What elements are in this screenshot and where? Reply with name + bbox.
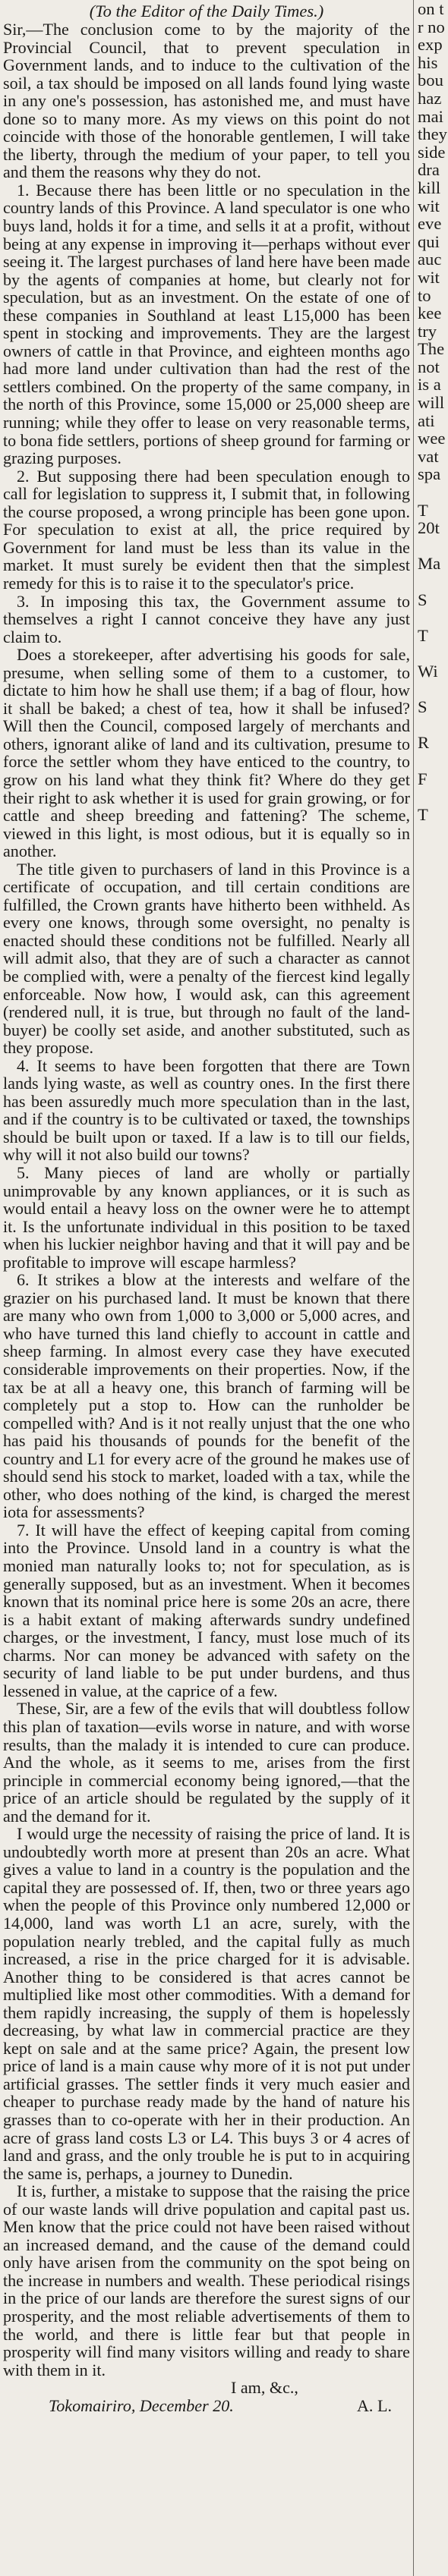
letter-paragraph-5: 5. Many pieces of land are wholly or partially unimprovable by any known appliances, or it is such as would entail a heavy loss on the owner were he to attempt it. Is the unfortunate individual in this position to be taxed when his luckier neighbor having and that it will pay and be profitable to improve will escape harmless? [3,1163,410,1272]
letter-column [3,0,410,2576]
fragment-line [418,681,448,699]
fragment-line: they [418,124,447,144]
fragment-line: dra [418,160,440,180]
fragment-line: haz [418,88,442,108]
fragment-line: T [418,625,428,645]
fragment-line [418,788,448,806]
letter-paragraph-7: 7. It will have the effect of keeping capital from coming into the Province. Unsold land in a country is what the monied man naturally looks to; not for speculation, as is generally supposed, but as an investment. When it becomes known that its nominal price here is some 20s an acre, there is a habit extant of making afterwards sundry undefined charges, or the investment, I fancy, must lose much of its charms. Nor can money be advanced with safety on the security of land liable to be put under burdens, and thus lessened in value, at the caprice of a few. [3,1520,410,1700]
letter-paragraph-6: 6. It strikes a blow at the interests and welfare of the grazier on his purchased land. It must be known that there are many who own from 1,000 to 3,000 or 5,000 acres, and who have turned this land chiefly to account in cattle and sheep farming. In almost every case they have executed considerable improvements on their properties. Now, if the tax be at all a heavy one, this branch of farming will be completely put a stop to. How can the runholder be compelled with? And is it not really unjust that the one who has paid his thousands of pounds for the benefit of the country and L1 for every acre of the ground he makes use of should send his stock to market, loaded with a tax, while the other, who does nothing of the kind, is charged the merest iota for assessments? [3,1270,410,1522]
fragment-line: will [418,393,445,413]
fragment-line: Ma [418,554,441,574]
fragment-line: his [418,52,438,72]
fragment-line [418,609,448,627]
fragment-line: wit [418,267,440,287]
fragment-line: is a [418,375,441,395]
fragment-line [418,483,448,502]
fragment-line: on t [418,0,444,18]
fragment-line: ati [418,410,435,430]
fragment-line: 20t [418,518,440,538]
letter-paragraph-2: 2. But supposing there had been speculation enough to call for legislation to suppress it, I submit that, in following the course proposed, a wrong principle has been gone upon. For speculation to exist at all, the price required by Government for land must be less than its value in the market. It must surely be evident then that the simplest remedy for this is to raise it to the speculator's price. [3,466,410,593]
fragment-line: bou [418,71,443,90]
letter-closing: I am, &c., [231,2378,298,2398]
letter-dateline: Tokomairiro, December 20. [49,2395,234,2415]
letter-heading: (To the Editor of the Daily Times.) [89,2,324,20]
fragment-line: not [418,357,440,376]
fragment-line: exp [418,35,443,55]
letter-body [3,20,410,2397]
letter-paragraph-intro: Sir,—The conclusion come to by the majority of the Provincial Council, that to prevent speculation in Government lands, and to induce to the cultivation of the soil, a tax should be imposed on all lands found lying waste in any one's possession, has astonished me, and must have done so to many more. As my views on this point do not coincide with those of the honorable gentlemen, I will take the liberty, through the medium of your paper, to tell you and them the reasons why they do not. [3,20,410,182]
fragment-line: wee [418,429,446,448]
fragment-line: qui [418,231,440,251]
fragment-line: R [418,733,430,753]
letter-paragraph-price: I would urge the necessity of raising the price of land. It is undoubtedly worth more at present than 20s an acre. What gives a value to land in a country is the population and the capital they are possessed of. If, then, two or three years ago when the people of this Province only numbered 12,000 or 14,000, land was worth L1 an acre, surely, with the population nearly trebled, and the capital fully as much increased, a rise in the price charged for it is advisable. Another thing to be considered is that acres cannot be multiplied like most other commodities. With a demand for them rapidly increasing, the supply of them is hopelessly decreasing, by what law in commercial practice are they kept on sale and at the same price? Again, the present low price of land is a main cause why more of it is not put under artificial grasses. The settler finds it very much easier and cheaper to purchase ready made by the hand of nature his grasses than to co-operate with her in their production. An acre of grass land costs L3 or L4. This buys 3 or 4 acres of land and grass, and the only trouble he is put to in acquiring the same is, perhaps, a journey to Dunedin. [3,1824,410,2183]
fragment-line: kill [418,178,441,197]
fragment-line: Wi [418,661,438,681]
letter-paragraph-evils: These, Sir, are a few of the evils that will doubtless follow this plan of taxation—evils worse in nature, and with worse results, than the malady it is intended to cure can produce. And the whole, as it seems to me, arises from the first principle in commercial economy being ignored,—that the price of an article should be regulated by the supply of it and the demand for it. [3,1699,410,1826]
fragment-line: mai [418,106,443,126]
adjacent-column-fragments [418,0,448,2576]
letter-paragraph-1: 1. Because there has been little or no speculation in the country lands of this Province. A land speculator is one who buys land, holds it for a time, and sells it at a profit, without being at any expense in improving it—perhaps without ever seeing it. The largest purchases of land here have been made by the agents of companies at home, but clearly not for speculation, but as an investment. On the estate of one of these companies in Southland at least L15,000 has been spent in stocking and improvements. They are the largest owners of cattle in that Province, and eighteen months ago had more land under cultivation than had the rest of the settlers combined. On the property of the same company, in the north of this Province, some 15,000 or 25,000 sheep are running; while they offer to lease on very reasonable terms, to bona fide settlers, portions of sheep ground for farming or grazing purposes. [3,180,410,468]
fragment-line: S [418,697,427,717]
fragment-line: spa [418,464,441,484]
fragment-line: vat [418,446,439,466]
letter-paragraph-3: 3. In imposing this tax, the Government assume to themselves a right I cannot conceive they have any just claim to. [3,591,410,646]
letter-paragraph-capital: It is, further, a mistake to suppose that the raising the price of our waste lands will drive population and capital past us. Men know that the price could not have been raised without an increased demand, and the cause of the demand could only have arisen from the community on the spot being on the increase in numbers and wealth. These periodical risings in the price of our lands are therefore the surest signs of our prosperity, and the most reliable advertisements of them to the world, and there is little fear but that people in prosperity will find many visitors willing and ready to share with them in it. [3,2181,410,2379]
fragment-line: wit [418,196,440,215]
fragment-line [418,716,448,734]
signature-row [3,2397,410,2415]
fragment-line: to [418,285,431,305]
letter-paragraph-title: The title given to purchasers of land in this Province is a certificate of occupation, and till certain conditions are fulfilled, the Crown grants have hitherto been withheld. As every one knows, through some oversight, no penalty is enacted should these conditions not be fulfilled. Nearly all will admit also, that they are of such a character as cannot be complied with, were a penalty of the fiercest kind legally enforceable. Now how, I would ask, can this agreement (rendered null, it is true, but through no fault of the land-buyer) be coolly set aside, and another substituted, such as they propose. [3,859,410,1058]
letter-paragraph-storekeeper: Does a storekeeper, after advertising his goods for sale, presume, when selling some of them to a customer, to dictate to him how he shall use them; if a bag of flour, how it shall be baked; a chest of tea, how it shall be infused? Will then the Council, composed largely of merchants and others, ignorant alike of land and its cultivation, presume to force the settler whom they have enticed to the country, to grow on his land what they think fit? Where do they get their right to ask whether it is used for grain growing, or for cattle and sheep breeding and fattening? The scheme, viewed in this light, is most odious, but it is equally so in another. [3,645,410,861]
fragment-line: side [418,142,446,162]
fragment-line: r no [418,17,445,36]
fragment-line: The [418,339,445,359]
letter-paragraph-4: 4. It seems to have been forgotten that there are Town lands lying waste, as well as country ones. In the first there has been assuredly much more speculation than in the last, and if the country is to be cultivated or taxed, the townships should be built upon or taxed. If a law is to till our fields, why will it not also build our towns? [3,1055,410,1165]
fragment-line: T [418,804,428,824]
fragment-line [418,752,448,770]
fragment-line: auc [418,250,442,269]
fragment-line: F [418,769,427,788]
column-divider [413,0,414,2576]
fragment-line [418,644,448,662]
fragment-line: try [418,321,437,341]
fragment-line: T [418,500,428,520]
fragment-line: kee [418,304,442,323]
fragment-line: S [418,590,427,609]
fragment-line [418,537,448,555]
fragment-line [418,573,448,591]
fragment-line: eve [418,214,442,234]
letter-signature: A. L. [356,2395,392,2415]
